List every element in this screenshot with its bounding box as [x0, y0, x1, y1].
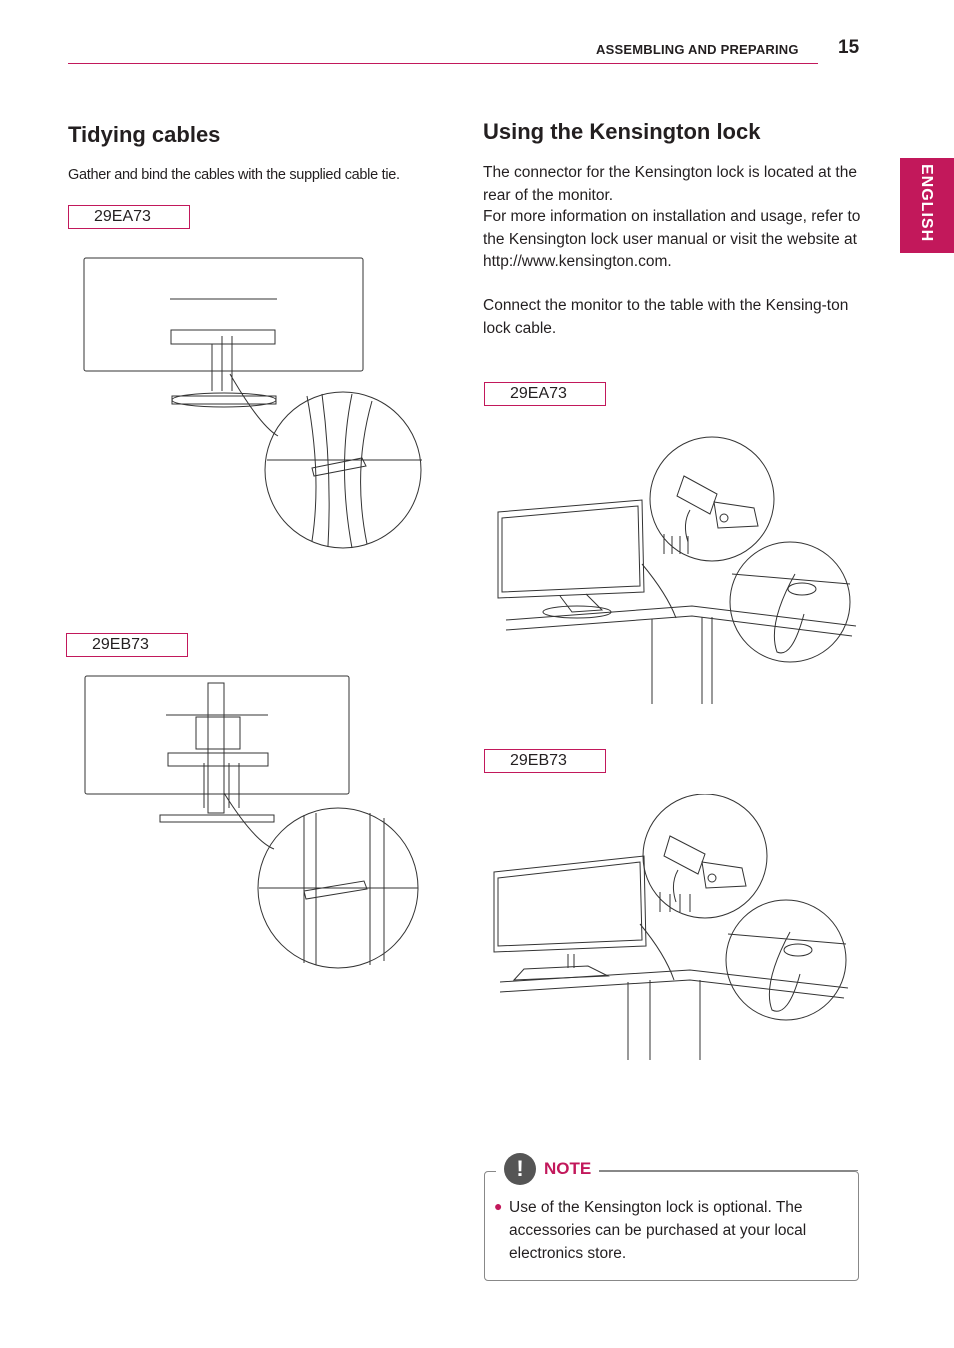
tidying-cables-text: Gather and bind the cables with the supplied cable tie. — [68, 167, 400, 183]
bullet-icon: ● — [494, 1198, 503, 1214]
kensington-title: Using the Kensington lock — [483, 119, 761, 144]
lock-figure-29eb73 — [490, 794, 855, 1066]
tidy-figure-29eb73 — [84, 673, 424, 973]
tidying-cables-title: Tidying cables — [68, 122, 221, 147]
page-number: 15 — [838, 37, 860, 58]
lock-figure-29ea73 — [492, 434, 857, 706]
kensington-para-3: Connect the monitor to the table with the Kensing-ton lock cable. — [483, 297, 849, 337]
model-label-tidy-29ea73: 29EA73 — [68, 205, 190, 229]
note-header — [496, 1153, 599, 1185]
note-rule — [596, 1170, 858, 1171]
header-rule — [68, 63, 818, 64]
kensington-para-1: The connector for the Kensington lock is located at the rear of the monitor. — [483, 164, 857, 204]
note-label: NOTE — [544, 1159, 592, 1178]
model-label-lock-29eb73: 29EB73 — [484, 749, 606, 773]
language-tab-label: ENGLISH — [918, 164, 935, 243]
note-text: Use of the Kensington lock is optional. The accessories can be purchased at your local electronics store. — [509, 1199, 807, 1262]
tidy-figure-29ea73 — [82, 256, 427, 551]
model-label-tidy-29eb73: 29EB73 — [66, 633, 188, 657]
kensington-para-2: For more information on installation and usage, refer to the Kensington lock user manual or visit the website at http://www.kensington.com. — [483, 208, 861, 270]
running-header: ASSEMBLING AND PREPARING — [596, 42, 799, 57]
language-tab — [900, 158, 954, 253]
model-label-lock-29ea73: 29EA73 — [484, 382, 606, 406]
exclamation-icon: ! — [504, 1153, 536, 1185]
